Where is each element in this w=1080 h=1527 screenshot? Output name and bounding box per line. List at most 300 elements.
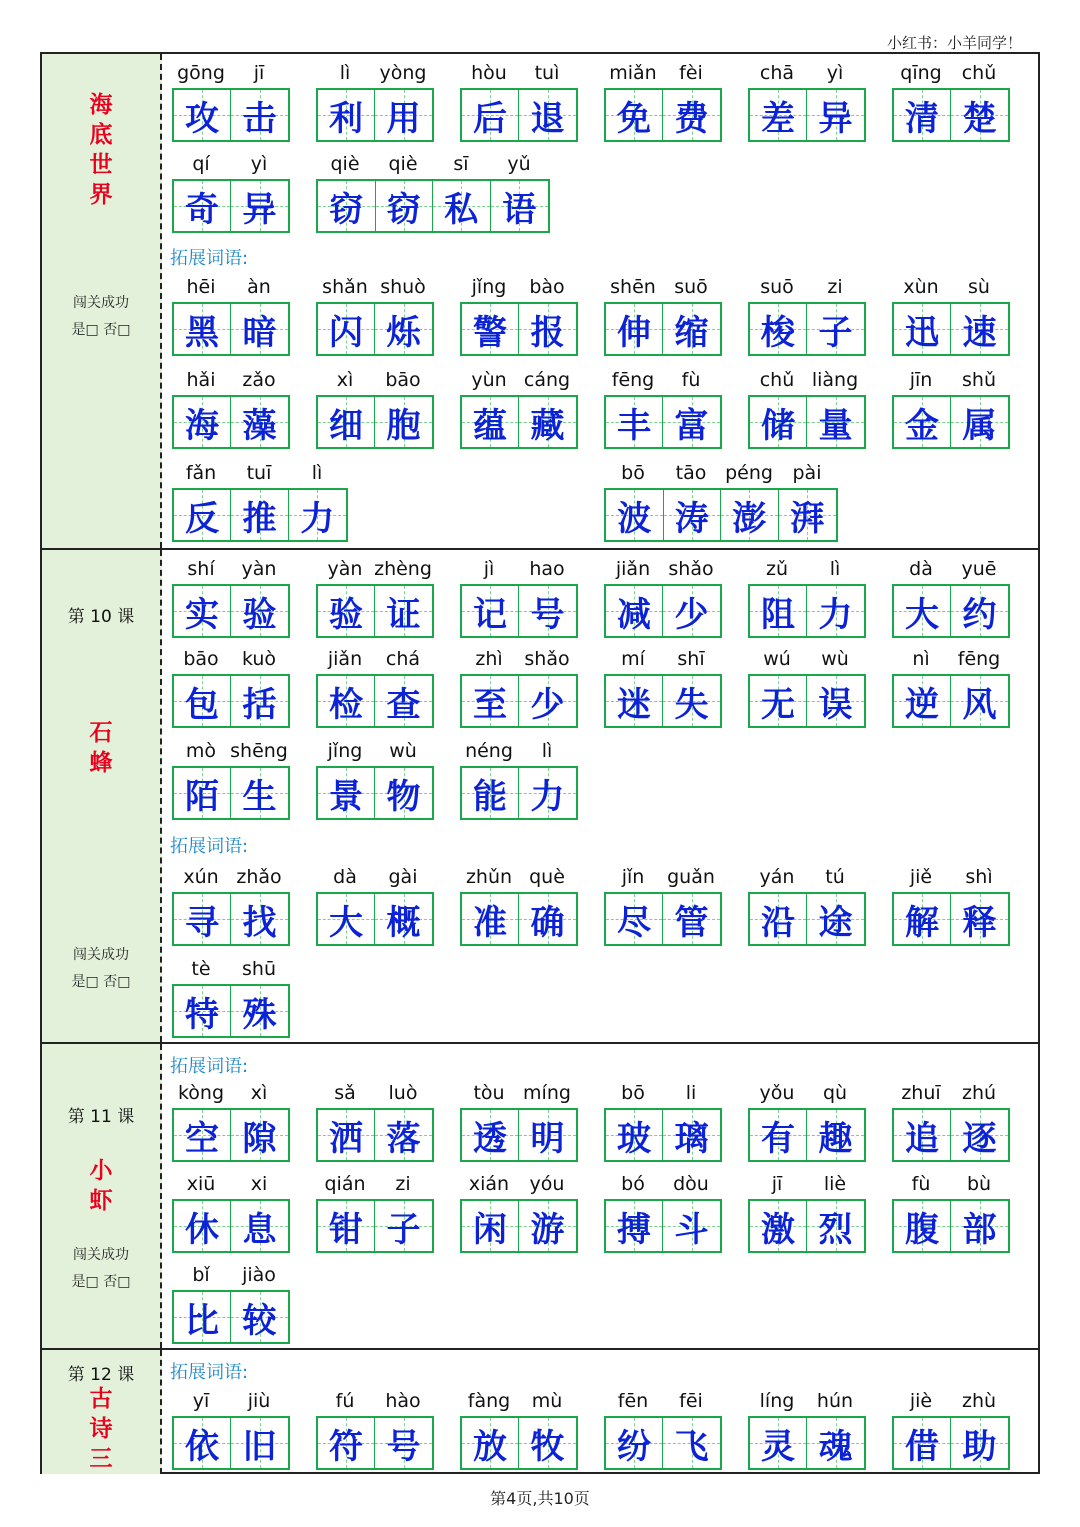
char-cell	[318, 1110, 375, 1160]
hanzi: 检	[329, 684, 363, 725]
tianzige-box	[316, 179, 550, 233]
hanzi: 大	[329, 902, 363, 943]
pinyin: jì	[483, 558, 495, 580]
char-cell	[231, 304, 288, 354]
hanzi: 用	[386, 98, 421, 139]
pinyin: jiǎn	[615, 558, 651, 580]
hanzi: 异	[242, 189, 277, 230]
pinyin: lì	[829, 558, 841, 580]
hanzi: 符	[329, 1426, 363, 1467]
hanzi: 丰	[617, 405, 651, 446]
tianzige-box	[892, 302, 1010, 356]
hanzi: 较	[242, 1300, 277, 1341]
lesson-sidebar	[42, 54, 162, 548]
char-cell	[894, 894, 951, 944]
pinyin: sù	[968, 276, 990, 298]
tianzige-box	[748, 674, 866, 728]
char-cell	[750, 1418, 807, 1468]
hanzi: 警	[473, 312, 507, 353]
char-cell	[231, 90, 288, 140]
char-cell	[894, 90, 951, 140]
char-cell	[750, 676, 807, 726]
hanzi: 力	[300, 498, 335, 539]
hanzi: 管	[674, 902, 709, 943]
vocab-word	[604, 648, 720, 730]
hanzi: 风	[962, 684, 997, 725]
pinyin: jī	[771, 1173, 783, 1195]
lesson-section	[42, 1042, 1038, 1348]
tianzige-box	[892, 1416, 1010, 1470]
hanzi: 有	[761, 1118, 795, 1159]
char-cell	[750, 894, 807, 944]
char-cell	[951, 894, 1008, 944]
pinyin: zhuī	[901, 1082, 941, 1104]
char-cell	[606, 676, 663, 726]
pinyin: jǐng	[327, 740, 363, 762]
hanzi: 湃	[790, 498, 825, 539]
hanzi: 利	[329, 98, 363, 139]
pinyin: qiè	[388, 153, 418, 175]
pinyin: chā	[759, 62, 795, 84]
tianzige-box	[460, 88, 578, 142]
hanzi: 隙	[242, 1118, 277, 1159]
lesson-title	[42, 1156, 160, 1216]
pinyin: yòng	[379, 62, 427, 84]
pass-options[interactable]: 是□ 否□	[71, 1274, 131, 1290]
hanzi: 海	[185, 405, 219, 446]
hanzi: 验	[242, 594, 277, 635]
vocab-word	[748, 276, 864, 358]
char-cell	[663, 90, 720, 140]
char-cell	[462, 676, 519, 726]
char-cell	[174, 676, 231, 726]
lesson-title	[42, 1384, 160, 1474]
char-cell	[663, 586, 720, 636]
hanzi: 私	[444, 189, 479, 230]
pinyin: fēng	[957, 648, 1001, 670]
char-cell	[519, 1418, 576, 1468]
hanzi: 少	[530, 684, 565, 725]
vocab-word	[460, 1173, 576, 1255]
hanzi: 梭	[761, 312, 795, 353]
char-cell	[231, 1418, 288, 1468]
pinyin: wù	[389, 740, 417, 762]
header-note: 小红书：小羊同学！	[886, 34, 1022, 52]
pinyin: sǎ	[334, 1082, 356, 1104]
pinyin: xì	[336, 369, 354, 391]
vocab-word	[172, 276, 288, 358]
tianzige-box	[460, 1416, 578, 1470]
pinyin: shī	[677, 648, 705, 670]
pinyin: xún	[183, 866, 219, 888]
pinyin: zhǎo	[236, 866, 282, 888]
vocab-word	[892, 1390, 1008, 1472]
char-cell	[231, 986, 288, 1036]
tianzige-box	[172, 1108, 290, 1162]
vocab-word	[316, 558, 432, 640]
char-cell	[807, 586, 864, 636]
pinyin: yàn	[327, 558, 363, 580]
hanzi: 物	[386, 776, 421, 817]
char-cell	[376, 181, 434, 231]
char-cell	[231, 768, 288, 818]
lesson-title-char: 虾	[89, 1187, 113, 1214]
pinyin: xi	[250, 1173, 268, 1195]
char-cell	[519, 586, 576, 636]
hanzi: 魂	[818, 1426, 853, 1467]
char-cell	[433, 181, 491, 231]
pinyin: suō	[760, 276, 794, 298]
char-cell	[663, 676, 720, 726]
pinyin: dà	[333, 866, 357, 888]
pinyin: zhǔn	[465, 866, 513, 888]
pinyin: dòu	[673, 1173, 709, 1195]
vocab-word	[316, 62, 432, 144]
pinyin: liàng	[811, 369, 859, 391]
pinyin: sī	[453, 153, 469, 175]
pinyin: fēi	[679, 1390, 703, 1412]
pinyin: shēng	[230, 740, 288, 762]
char-cell	[375, 676, 432, 726]
pinyin: hòu	[471, 62, 507, 84]
hanzi: 息	[242, 1209, 277, 1250]
char-cell	[462, 397, 519, 447]
pass-options[interactable]: 是□ 否□	[71, 322, 131, 338]
pinyin: péng	[725, 462, 773, 484]
hanzi: 窃	[386, 189, 421, 230]
pinyin: shǎn	[322, 276, 368, 298]
hanzi: 旧	[242, 1426, 277, 1467]
hanzi: 逐	[962, 1118, 997, 1159]
char-cell	[519, 768, 576, 818]
pinyin: xiū	[186, 1173, 216, 1195]
pinyin: jiào	[242, 1264, 276, 1286]
hanzi: 号	[386, 1426, 421, 1467]
vocab-word	[172, 958, 288, 1040]
pinyin: jiù	[247, 1390, 271, 1412]
char-cell	[174, 1201, 231, 1251]
hanzi: 胞	[386, 405, 421, 446]
vocab-word	[748, 1173, 864, 1255]
hanzi: 验	[329, 594, 363, 635]
char-cell	[750, 1201, 807, 1251]
pass-checkbox-label	[42, 290, 160, 344]
tianzige-box	[460, 674, 578, 728]
pinyin: shǔ	[962, 369, 996, 391]
char-cell	[174, 490, 231, 540]
lesson-title-char: 石	[89, 719, 113, 746]
pinyin: mò	[185, 740, 217, 762]
vocab-word	[316, 648, 432, 730]
hanzi: 助	[962, 1426, 997, 1467]
hanzi: 约	[962, 594, 997, 635]
lesson-title-char: 世	[89, 151, 113, 178]
pinyin: wù	[821, 648, 849, 670]
pass-checkbox-label	[42, 1242, 160, 1296]
tianzige-box	[172, 674, 290, 728]
vocab-word	[604, 1173, 720, 1255]
lesson-title-char: 蜂	[89, 749, 113, 776]
pinyin: zǎo	[242, 369, 276, 391]
vocab-word	[172, 1082, 288, 1164]
pinyin: fēng	[611, 369, 655, 391]
pinyin: fǎn	[185, 462, 217, 484]
pass-options[interactable]: 是□ 否□	[71, 974, 131, 990]
char-cell	[375, 1418, 432, 1468]
char-cell	[174, 986, 231, 1036]
tianzige-box	[892, 892, 1010, 946]
vocab-word	[892, 1173, 1008, 1255]
hanzi: 量	[818, 405, 853, 446]
hanzi: 涛	[674, 498, 709, 539]
tianzige-box	[460, 584, 578, 638]
char-cell	[664, 490, 722, 540]
hanzi: 报	[530, 312, 565, 353]
hanzi: 迅	[905, 312, 939, 353]
char-cell	[951, 676, 1008, 726]
char-cell	[231, 586, 288, 636]
vocab-word	[748, 369, 864, 451]
pinyin: tú	[825, 866, 845, 888]
tianzige-box	[172, 984, 290, 1038]
char-cell	[750, 304, 807, 354]
vocab-word	[748, 648, 864, 730]
char-cell	[750, 90, 807, 140]
vocab-word	[604, 558, 720, 640]
char-cell	[519, 397, 576, 447]
char-cell	[174, 768, 231, 818]
pinyin: bō	[621, 1082, 645, 1104]
vocab-word	[460, 1082, 576, 1164]
pinyin: mí	[621, 648, 645, 670]
hanzi: 子	[386, 1209, 421, 1250]
lesson-title-char: 诗	[89, 1415, 113, 1442]
char-cell	[894, 1110, 951, 1160]
hanzi: 阻	[761, 594, 795, 635]
char-cell	[779, 490, 837, 540]
pinyin: qù	[822, 1082, 848, 1104]
hanzi: 楚	[962, 98, 997, 139]
char-cell	[491, 181, 549, 231]
hanzi: 放	[473, 1426, 507, 1467]
hanzi: 途	[818, 902, 853, 943]
hanzi: 异	[818, 98, 853, 139]
char-cell	[894, 304, 951, 354]
char-cell	[174, 397, 231, 447]
pinyin: tòu	[473, 1082, 505, 1104]
hanzi: 休	[185, 1209, 219, 1250]
char-cell	[174, 1292, 231, 1342]
vocab-word	[892, 369, 1008, 451]
hanzi: 比	[185, 1300, 219, 1341]
char-cell	[606, 490, 664, 540]
tianzige-box	[604, 892, 722, 946]
char-cell	[750, 586, 807, 636]
pinyin: gài	[388, 866, 418, 888]
tianzige-box	[892, 584, 1010, 638]
vocab-word	[604, 276, 720, 358]
hanzi: 记	[473, 594, 507, 635]
vocab-word	[316, 369, 432, 451]
hanzi: 失	[674, 684, 709, 725]
tianzige-box	[316, 892, 434, 946]
tianzige-box	[892, 1108, 1010, 1162]
pinyin: què	[529, 866, 565, 888]
char-cell	[606, 304, 663, 354]
tianzige-box	[748, 584, 866, 638]
pinyin: tāo	[675, 462, 707, 484]
char-cell	[606, 1201, 663, 1251]
vocab-word	[748, 866, 864, 948]
vocab-word	[892, 558, 1008, 640]
lesson-title-char: 三	[89, 1445, 113, 1472]
hanzi: 腹	[905, 1209, 939, 1250]
hanzi: 富	[674, 405, 709, 446]
tianzige-box	[892, 674, 1010, 728]
pinyin: jī	[253, 62, 265, 84]
lesson-title-char: 古	[89, 1385, 113, 1412]
hanzi: 空	[185, 1118, 219, 1159]
vocab-word	[604, 62, 720, 144]
hanzi: 灵	[761, 1426, 795, 1467]
char-cell	[519, 1110, 576, 1160]
pinyin: jiè	[909, 1390, 933, 1412]
pinyin: qiè	[330, 153, 360, 175]
vocab-word	[748, 558, 864, 640]
vocab-word	[892, 276, 1008, 358]
char-cell	[231, 1201, 288, 1251]
hanzi: 免	[617, 98, 651, 139]
pinyin: fàng	[467, 1390, 511, 1412]
char-cell	[951, 90, 1008, 140]
char-cell	[462, 894, 519, 944]
pinyin: miǎn	[609, 62, 657, 84]
char-cell	[174, 90, 231, 140]
char-cell	[663, 397, 720, 447]
lesson-sidebar	[42, 1044, 162, 1348]
hanzi: 实	[185, 594, 219, 635]
char-cell	[318, 181, 376, 231]
pinyin: zi	[827, 276, 843, 298]
pinyin: chá	[385, 648, 421, 670]
hanzi: 少	[674, 594, 709, 635]
vocab-word	[460, 276, 576, 358]
hanzi: 释	[962, 902, 997, 943]
hanzi: 缩	[674, 312, 709, 353]
tianzige-box	[460, 1199, 578, 1253]
char-cell	[606, 1110, 663, 1160]
char-cell	[807, 894, 864, 944]
tianzige-box	[604, 395, 722, 449]
pinyin: gōng	[177, 62, 225, 84]
char-cell	[663, 304, 720, 354]
char-cell	[462, 304, 519, 354]
pinyin: jiǎn	[327, 648, 363, 670]
pinyin: hǎi	[186, 369, 216, 391]
pinyin: zǔ	[765, 558, 788, 580]
hanzi: 找	[242, 902, 277, 943]
lesson-section	[42, 548, 1038, 1042]
char-cell	[375, 397, 432, 447]
pinyin: shū	[242, 958, 276, 980]
hanzi: 奇	[185, 189, 219, 230]
lesson-number: 第 12 课	[67, 1365, 135, 1385]
pinyin: bō	[621, 462, 645, 484]
lesson-title	[42, 90, 160, 210]
tianzige-box	[316, 1199, 434, 1253]
char-cell	[807, 1110, 864, 1160]
hanzi: 借	[905, 1426, 939, 1467]
pinyin: yī	[192, 1390, 210, 1412]
char-cell	[606, 894, 663, 944]
vocab-word	[172, 740, 288, 822]
char-cell	[318, 1201, 375, 1251]
pinyin: hēi	[186, 276, 216, 298]
hanzi: 烈	[818, 1209, 853, 1250]
hanzi: 力	[818, 594, 853, 635]
hanzi: 攻	[185, 98, 219, 139]
pinyin: yì	[250, 153, 268, 175]
hanzi: 解	[905, 902, 939, 943]
hanzi: 包	[185, 684, 219, 725]
hanzi: 退	[530, 98, 565, 139]
pinyin: bù	[966, 1173, 992, 1195]
char-cell	[462, 90, 519, 140]
vocab-word	[604, 369, 720, 451]
pinyin: dà	[909, 558, 933, 580]
char-cell	[375, 90, 432, 140]
char-cell	[318, 304, 375, 354]
hanzi: 属	[962, 405, 997, 446]
vocab-word	[172, 62, 288, 144]
pass-label: 闯关成功	[73, 295, 129, 311]
tianzige-box	[316, 1108, 434, 1162]
tianzige-box	[172, 302, 290, 356]
pinyin: li	[685, 1082, 697, 1104]
hanzi: 闲	[473, 1209, 507, 1250]
pinyin: shēn	[610, 276, 656, 298]
pinyin: líng	[759, 1390, 795, 1412]
lesson-title	[42, 718, 160, 778]
pinyin: zhù	[961, 1390, 997, 1412]
char-cell	[231, 894, 288, 944]
vocab-word	[604, 1390, 720, 1472]
pinyin: jǐn	[621, 866, 645, 888]
pinyin: qián	[324, 1173, 366, 1195]
char-cell	[174, 1110, 231, 1160]
char-cell	[807, 397, 864, 447]
vocab-word	[892, 866, 1008, 948]
pinyin: yàn	[241, 558, 277, 580]
char-cell	[231, 397, 288, 447]
pinyin: suō	[674, 276, 708, 298]
vocab-word	[604, 462, 836, 544]
lesson-section	[42, 1348, 1038, 1474]
pinyin: fú	[335, 1390, 355, 1412]
hanzi: 玻	[617, 1118, 651, 1159]
char-cell	[951, 1201, 1008, 1251]
hanzi: 逆	[905, 684, 939, 725]
char-cell	[462, 1418, 519, 1468]
char-cell	[519, 304, 576, 354]
pinyin: yǒu	[759, 1082, 795, 1104]
tianzige-box	[460, 766, 578, 820]
hanzi: 击	[242, 98, 277, 139]
char-cell	[951, 586, 1008, 636]
hanzi: 钳	[329, 1209, 363, 1250]
hanzi: 追	[905, 1118, 939, 1159]
hanzi: 生	[242, 776, 277, 817]
